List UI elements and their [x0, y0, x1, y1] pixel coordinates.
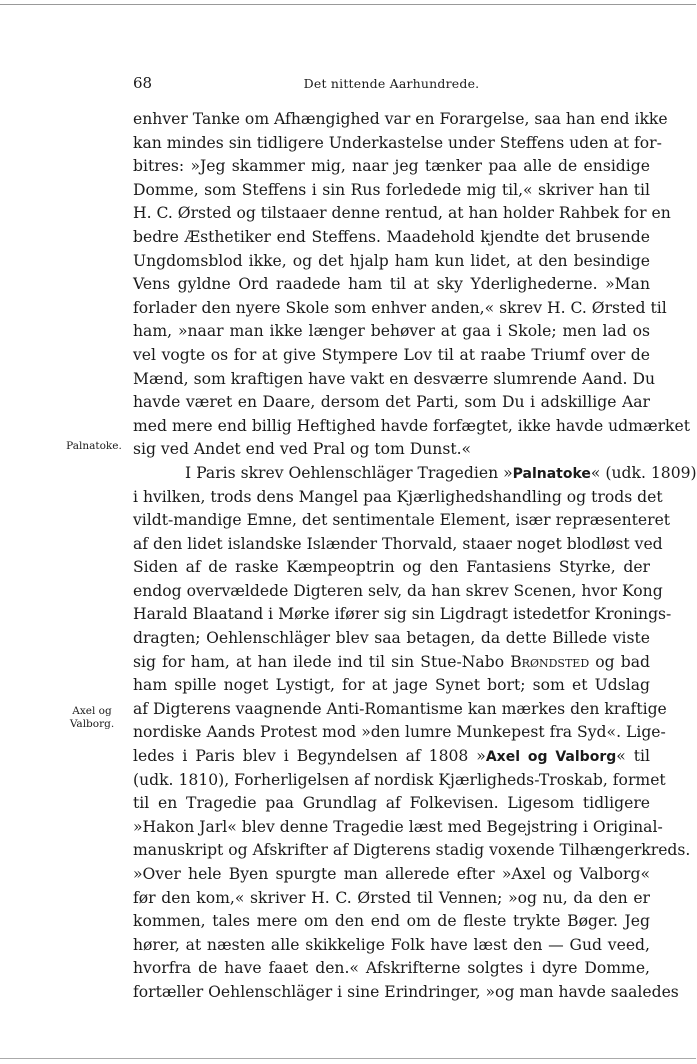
- text-line: »Hakon Jarl« blev denne Tragedie læst med Begejstring i Original-: [133, 817, 663, 836]
- text-line: af den lidet islandske Islænder Thorvald, staaer noget blodløst ved: [133, 534, 663, 553]
- text-line: vel vogte os for at give Stympere Lov til at raabe Triumf over de: [133, 345, 650, 364]
- margin-note-palnatoke: [62, 440, 126, 453]
- text-line: fortæller Oehlenschläger i sine Erindringer, »og man havde saaledes: [133, 982, 679, 1001]
- text-line: hører, at næsten alle skikkelige Folk have læst den — Gud veed,: [133, 935, 650, 954]
- text-line: kommen, tales mere om den end om de fleste trykte Bøger. Jeg: [133, 912, 650, 931]
- text-line: Harald Blaatand i Mørke ifører sig sin Ligdragt istedetfor Kronings-: [133, 605, 672, 624]
- name-brondsted: Brøndsted: [510, 652, 590, 671]
- text-line: kan mindes sin tidligere Underkastelse under Steffens uden at for-: [133, 133, 662, 152]
- running-head: [133, 74, 650, 94]
- margin-note-text: Palnatoke.: [66, 440, 122, 452]
- text-line: Domme, som Steffens i sin Rus forledede mig til,« skriver han til: [133, 180, 650, 199]
- work-title-palnatoke: Palnatoke: [512, 465, 591, 482]
- text-line: bedre Æsthetiker end Steffens. Maadehold kjendte det brusende: [133, 227, 650, 246]
- text-line: Siden af de raske Kæmpeoptrin og den Fantasiens Styrke, der: [133, 558, 650, 577]
- text-line: ham spille noget Lystigt, for at jage Synet bort; som et Udslag: [133, 676, 650, 695]
- text-line: vildt-mandige Emne, det sentimentale Element, især repræsenteret: [133, 511, 671, 530]
- text-line: havde været en Daare, dersom det Parti, som Du i adskillige Aar: [133, 393, 650, 412]
- text-line: Vens gyldne Ord raadede ham til at sky Yderlighederne. »Man: [133, 275, 650, 294]
- text-span: sig for ham, at han ilede ind til sin Stue-Nabo: [133, 652, 511, 671]
- text-line: manuskript og Afskrifter af Digterens stadig voxende Tilhængerkreds.: [133, 841, 691, 860]
- margin-note-axel-og-valborg: [60, 705, 124, 731]
- text-line: i hvilken, trods dens Mangel paa Kjærlighedshandling og trods det: [133, 487, 663, 506]
- text-span: ledes i Paris blev i Begyndelsen af 1808 »: [133, 747, 486, 766]
- page-number: 68: [133, 74, 153, 92]
- text-line: af Digterens vaagnende Anti-Romantisme kan mærkes den kraftige: [133, 699, 667, 718]
- text-line: [133, 651, 650, 675]
- text-line: »Over hele Byen spurgte man allerede efter »Axel og Valborg«: [133, 865, 650, 883]
- text-span: « (udk. 1809): [590, 463, 697, 482]
- text-line: Mænd, som kraftigen have vakt en desværre slumrende Aand. Du: [133, 369, 656, 388]
- text-line: bitres: »Jeg skammer mig, naar jeg tænker paa alle de ensidige: [133, 157, 650, 176]
- text-line: sig ved Andet end ved Pral og tom Dunst.«: [133, 440, 472, 459]
- text-line: enhver Tanke om Afhængighed var en Forargelse, saa han end ikke: [133, 110, 668, 128]
- text-line: til en Tragedie paa Grundlag af Folkevisen. Ligesom tidligere: [133, 794, 650, 813]
- text-line: H. C. Ørsted og tilstaaer denne rentud, at han holder Rahbek for en: [133, 204, 671, 223]
- text-span: og bad: [589, 652, 651, 671]
- text-line: Ungdomsblod ikke, og det hjalp ham kun lidet, at den besindige: [133, 251, 650, 270]
- text-line: hvorfra de have faaet den.« Afskrifterne solgtes i dyre Domme,: [133, 959, 650, 978]
- text-line: forlader den nyere Skole som enhver anden,« skrev H. C. Ørsted til: [133, 298, 667, 317]
- text-line: (udk. 1810), Forherligelsen af nordisk Kjærligheds-Troskab, formet: [133, 770, 666, 789]
- text-line: [133, 745, 650, 769]
- text-line: dragten; Oehlenschläger blev saa betagen, da dette Billede viste: [133, 629, 650, 648]
- text-line: ham, »naar man ikke længer behøver at gaa i Skole; men lad os: [133, 322, 650, 341]
- text-line: endog overvældede Digteren selv, da han skrev Scenen, hvor Kong: [133, 581, 663, 600]
- bottom-rule: [0, 1058, 696, 1059]
- text-line: før den kom,« skriver H. C. Ørsted til Vennen; »og nu, da den er: [133, 888, 650, 907]
- text-line: [133, 462, 697, 486]
- text-span: « til: [616, 747, 650, 766]
- text-line: nordiske Aands Protest mod »den lumre Munkepest fra Syd«. Lige-: [133, 723, 666, 742]
- running-title: Det nittende Aarhundrede.: [303, 76, 480, 91]
- text-span: I Paris skrev Oehlenschläger Tragedien »: [185, 463, 513, 482]
- text-line: med mere end billig Heftighed havde forfægtet, ikke havde udmærket: [133, 416, 691, 435]
- work-title-axel-og-valborg: Axel og Valborg: [485, 749, 617, 766]
- margin-note-text: Valborg.: [69, 718, 115, 730]
- body-text: [133, 108, 697, 1005]
- top-rule: [0, 4, 696, 5]
- margin-note-text: Axel og: [72, 705, 112, 717]
